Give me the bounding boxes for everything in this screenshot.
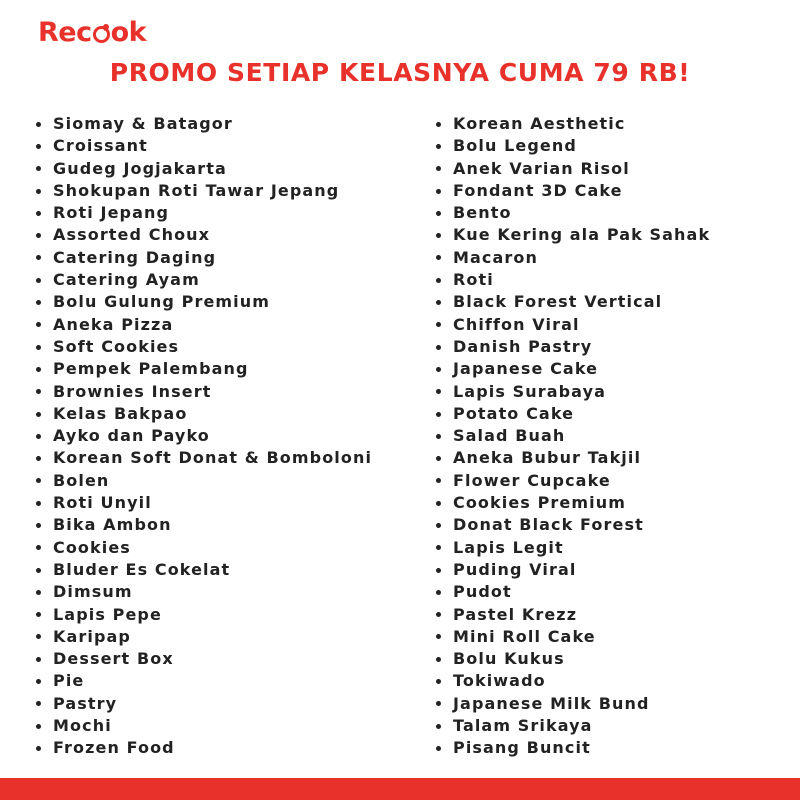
- class-name: Danish Pastry: [453, 336, 593, 356]
- bullet-icon: [436, 478, 441, 483]
- class-list-item: [436, 269, 710, 291]
- brand-name-suffix: ok: [110, 16, 147, 48]
- bullet-icon: [436, 211, 441, 216]
- class-name: Potato Cake: [453, 403, 575, 423]
- class-list-item: [436, 314, 710, 336]
- class-name: Pastry: [53, 693, 118, 713]
- class-list-item: [436, 403, 710, 425]
- class-name: Pudot: [453, 582, 512, 602]
- class-list-item: [436, 291, 710, 313]
- bullet-icon: [436, 634, 441, 639]
- bullet-icon: [36, 590, 41, 595]
- class-name: Black Forest Vertical: [453, 292, 663, 312]
- bullet-icon: [36, 233, 41, 238]
- bullet-icon: [436, 189, 441, 194]
- class-list-item: [436, 180, 710, 202]
- bullet-icon: [436, 612, 441, 617]
- bullet-icon: [436, 300, 441, 305]
- bullet-icon: [36, 255, 41, 260]
- class-list-item: [36, 626, 372, 648]
- bullet-icon: [436, 233, 441, 238]
- class-list-item: [436, 537, 710, 559]
- class-list-item: [436, 470, 710, 492]
- bullet-icon: [36, 501, 41, 506]
- class-name: Salad Buah: [453, 426, 566, 446]
- class-name: Bolen: [53, 470, 110, 490]
- class-name: Bolu Gulung Premium: [53, 292, 271, 312]
- class-list-item: [36, 314, 372, 336]
- class-list-item: [36, 537, 372, 559]
- class-list-item: [36, 358, 372, 380]
- class-name: Bika Ambon: [53, 515, 172, 535]
- class-name: Korean Soft Donat & Bomboloni: [53, 448, 373, 468]
- bullet-icon: [436, 278, 441, 283]
- class-list-item: [436, 670, 710, 692]
- class-list-item: [436, 492, 710, 514]
- class-name: Dimsum: [53, 582, 133, 602]
- class-list-item: [36, 604, 372, 626]
- class-name: Aneka Pizza: [53, 314, 174, 334]
- class-list-item: [36, 425, 372, 447]
- class-name: Chiffon Viral: [453, 314, 580, 334]
- class-list-item: [36, 492, 372, 514]
- class-name: Siomay & Batagor: [53, 114, 233, 133]
- class-name: Macaron: [453, 247, 538, 267]
- class-name: Cookies: [53, 537, 131, 557]
- bullet-icon: [436, 523, 441, 528]
- bullet-icon: [36, 412, 41, 417]
- class-list-item: [436, 336, 710, 358]
- bullet-icon: [436, 322, 441, 327]
- bullet-icon: [36, 389, 41, 394]
- class-list-item: [36, 581, 372, 603]
- bullet-icon: [36, 278, 41, 283]
- bullet-icon: [436, 568, 441, 573]
- bullet-icon: [36, 724, 41, 729]
- class-list-item: [436, 247, 710, 269]
- bullet-icon: [436, 456, 441, 461]
- class-list-left: [36, 113, 372, 760]
- bullet-icon: [36, 657, 41, 662]
- class-list-item: [36, 135, 372, 157]
- class-name: Bolu Kukus: [453, 649, 565, 669]
- bullet-icon: [436, 389, 441, 394]
- bullet-icon: [436, 701, 441, 706]
- class-list-item: [36, 514, 372, 536]
- class-name: Karipap: [53, 626, 131, 646]
- class-list-item: [36, 247, 372, 269]
- bullet-icon: [436, 501, 441, 506]
- class-list-item: [436, 113, 710, 135]
- bullet-icon: [36, 523, 41, 528]
- class-name: Shokupan Roti Tawar Jepang: [53, 180, 340, 200]
- bullet-icon: [436, 166, 441, 171]
- class-name: Mini Roll Cake: [453, 626, 596, 646]
- class-name: Mochi: [53, 716, 112, 736]
- class-list-item: [436, 358, 710, 380]
- class-list-item: [36, 180, 372, 202]
- class-list-item: [36, 470, 372, 492]
- class-list-item: [436, 559, 710, 581]
- class-list-item: [36, 158, 372, 180]
- class-list-item: [436, 224, 710, 246]
- class-name: Tokiwado: [453, 671, 546, 691]
- bullet-icon: [36, 434, 41, 439]
- class-list-item: [36, 447, 372, 469]
- class-name: Roti: [453, 270, 494, 290]
- bullet-icon: [436, 255, 441, 260]
- bullet-icon: [36, 701, 41, 706]
- class-name: Catering Ayam: [53, 270, 200, 290]
- logo-o-mark-icon: [93, 26, 110, 43]
- class-list-item: [36, 403, 372, 425]
- class-list-item: [36, 737, 372, 759]
- bullet-icon: [436, 657, 441, 662]
- class-name: Lapis Legit: [453, 537, 564, 557]
- bullet-icon: [436, 746, 441, 751]
- class-list-item: [436, 604, 710, 626]
- class-list-item: [436, 135, 710, 157]
- bullet-icon: [436, 679, 441, 684]
- bullet-icon: [436, 412, 441, 417]
- class-list-item: [436, 381, 710, 403]
- bullet-icon: [436, 122, 441, 127]
- bullet-icon: [436, 590, 441, 595]
- bullet-icon: [36, 612, 41, 617]
- bullet-icon: [36, 746, 41, 751]
- class-name: Aneka Bubur Takjil: [453, 448, 642, 468]
- class-list-item: [436, 737, 710, 759]
- class-list-item: [436, 447, 710, 469]
- class-list-item: [36, 224, 372, 246]
- class-name: Brownies Insert: [53, 381, 212, 401]
- bottom-accent-bar: [0, 778, 800, 800]
- bullet-icon: [436, 724, 441, 729]
- bullet-icon: [36, 189, 41, 194]
- class-name: Puding Viral: [453, 559, 577, 579]
- bullet-icon: [436, 345, 441, 350]
- bullet-icon: [36, 122, 41, 127]
- bullet-icon: [36, 166, 41, 171]
- bullet-icon: [36, 634, 41, 639]
- class-list-item: [436, 514, 710, 536]
- class-list-item: [36, 291, 372, 313]
- class-name: Croissant: [53, 136, 148, 156]
- class-name: Bluder Es Cokelat: [53, 559, 231, 579]
- class-list-item: [436, 425, 710, 447]
- bullet-icon: [436, 367, 441, 372]
- bullet-icon: [36, 367, 41, 372]
- class-name: Lapis Surabaya: [453, 381, 607, 401]
- class-name: Japanese Milk Bund: [453, 693, 650, 713]
- class-name: Ayko dan Payko: [53, 426, 210, 446]
- bullet-icon: [36, 300, 41, 305]
- class-name: Talam Srikaya: [453, 716, 593, 736]
- bullet-icon: [36, 568, 41, 573]
- bullet-icon: [36, 144, 41, 149]
- class-list-item: [36, 670, 372, 692]
- bullet-icon: [36, 322, 41, 327]
- class-name: Soft Cookies: [53, 336, 180, 356]
- class-list-item: [436, 626, 710, 648]
- class-name: Anek Varian Risol: [453, 158, 630, 178]
- class-name: Lapis Pepe: [53, 604, 162, 624]
- class-list-item: [436, 648, 710, 670]
- class-list-item: [36, 381, 372, 403]
- class-name: Pie: [53, 671, 85, 691]
- brand-name-prefix: Rec: [38, 16, 92, 48]
- class-list-item: [436, 158, 710, 180]
- bullet-icon: [36, 211, 41, 216]
- class-name: Dessert Box: [53, 649, 174, 669]
- class-list-item: [36, 715, 372, 737]
- class-name: Pastel Krezz: [453, 604, 578, 624]
- promo-headline: PROMO SETIAP KELASNYA CUMA 79 RB!: [109, 58, 691, 87]
- class-list-item: [36, 202, 372, 224]
- bullet-icon: [36, 456, 41, 461]
- bullet-icon: [36, 545, 41, 550]
- class-name: Cookies Premium: [453, 493, 626, 513]
- class-name: Kelas Bakpao: [53, 403, 188, 423]
- class-name: Kue Kering ala Pak Sahak: [453, 225, 711, 245]
- class-list-item: [36, 336, 372, 358]
- class-list-right: [436, 113, 710, 760]
- brand-logo: [38, 14, 146, 50]
- class-name: Fondant 3D Cake: [453, 180, 623, 200]
- bullet-icon: [36, 478, 41, 483]
- class-name: Korean Aesthetic: [453, 114, 626, 133]
- class-list-item: [36, 269, 372, 291]
- class-list-item: [36, 648, 372, 670]
- bullet-icon: [436, 144, 441, 149]
- class-name: Assorted Choux: [53, 225, 211, 245]
- class-name: Gudeg Jogjakarta: [53, 158, 227, 178]
- bullet-icon: [36, 345, 41, 350]
- class-list-item: [436, 581, 710, 603]
- class-name: Donat Black Forest: [453, 515, 644, 535]
- bullet-icon: [436, 434, 441, 439]
- class-list-item: [36, 113, 372, 135]
- class-name: Catering Daging: [53, 247, 217, 267]
- class-name: Japanese Cake: [453, 359, 599, 379]
- class-list-item: [436, 715, 710, 737]
- bullet-icon: [436, 545, 441, 550]
- class-list-item: [436, 693, 710, 715]
- class-list-item: [436, 202, 710, 224]
- class-list-item: [36, 693, 372, 715]
- class-name: Frozen Food: [53, 738, 175, 758]
- class-name: Bento: [453, 203, 512, 223]
- class-list-item: [36, 559, 372, 581]
- class-name: Roti Jepang: [53, 203, 170, 223]
- class-name: Flower Cupcake: [453, 470, 611, 490]
- class-name: Pempek Palembang: [53, 359, 249, 379]
- class-name: Bolu Legend: [453, 136, 577, 156]
- class-name: Roti Unyil: [53, 493, 152, 513]
- bullet-icon: [36, 679, 41, 684]
- class-name: Pisang Buncit: [453, 738, 591, 758]
